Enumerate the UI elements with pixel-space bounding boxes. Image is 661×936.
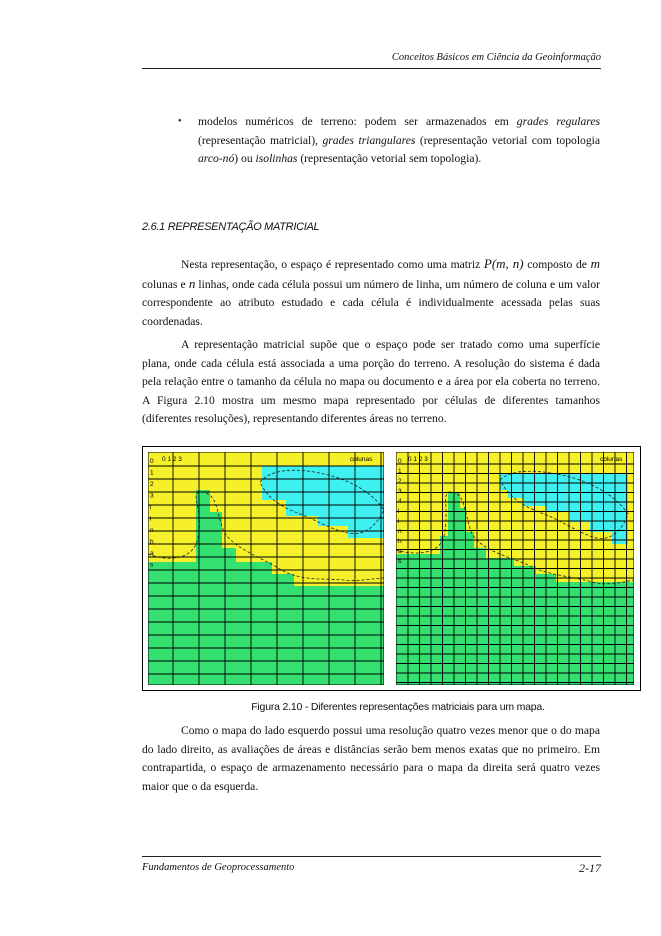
para-text: colunas e bbox=[142, 277, 189, 291]
bullet-emphasis: isolinhas bbox=[255, 152, 298, 166]
row-label: h bbox=[398, 538, 402, 545]
footer-rule bbox=[142, 856, 601, 857]
para-text: composto de bbox=[523, 258, 591, 271]
paragraph-1 bbox=[142, 255, 600, 331]
figure-2-10 bbox=[142, 446, 641, 691]
bullet-emphasis: arco-nó bbox=[198, 152, 235, 166]
row-label: 3 bbox=[150, 492, 154, 500]
column-axis-label: colunas bbox=[350, 456, 373, 463]
column-labels: 0 1 2 3 bbox=[408, 456, 428, 463]
math-m: m bbox=[590, 256, 600, 271]
bullet-text-part: (representação vetorial com topologia bbox=[415, 133, 601, 147]
bullet-text-part: (representação matricial), bbox=[198, 133, 323, 147]
row-label: n bbox=[150, 527, 154, 534]
row-label: 3 bbox=[398, 488, 402, 495]
bullet-emphasis: grades regulares bbox=[516, 115, 600, 128]
row-label: i bbox=[398, 518, 400, 525]
page-number: 2-17 bbox=[579, 861, 601, 875]
row-label: h bbox=[150, 538, 154, 546]
row-label: n bbox=[398, 528, 402, 535]
column-axis-label: colunas bbox=[600, 456, 623, 463]
para-text: Nesta representação, o espaço é representado como uma matriz bbox=[181, 258, 484, 271]
row-label: l bbox=[398, 508, 400, 515]
low-resolution-map bbox=[148, 452, 384, 685]
bullet-dot-icon: • bbox=[178, 116, 182, 127]
column-labels: 0 1 2 3 bbox=[162, 456, 182, 463]
row-label: a bbox=[150, 550, 154, 557]
bullet-item bbox=[180, 113, 600, 169]
row-label: a bbox=[398, 548, 402, 555]
running-header: Conceitos Básicos em Ciência da Geoinformação bbox=[391, 52, 601, 63]
bullet-text bbox=[198, 113, 600, 169]
paragraph-2: A representação matricial supõe que o espaço pode ser tratado como uma superfície plana, onde cada célula está associada a uma porção do terreno. A resolução do sistema é dada pela relação entre o tamanho da célula no mapa ou documento e a área por ela coberta no terreno. A Figura 2.10 mostra um mesmo mapa representado por células de diferentes tamanhos (diferentes resoluções), representando diferentes áreas no terreno. bbox=[142, 338, 600, 426]
row-label: 1 bbox=[150, 469, 154, 477]
para-text: linhas, onde cada célula possui um número de linha, um número de coluna e um valor correspondente ao atributo estudado e cada célula é individualmente acessada pelas suas coordenadas. bbox=[142, 277, 601, 328]
row-label: l bbox=[150, 504, 152, 511]
row-label: i bbox=[150, 515, 152, 523]
row-label: 1 bbox=[398, 468, 402, 475]
bullet-text-part: ) ou bbox=[234, 152, 256, 166]
bullet-emphasis: grades triangulares bbox=[322, 133, 416, 147]
row-label: 4 bbox=[398, 498, 402, 505]
footer-book-title: Fundamentos de Geoprocessamento bbox=[142, 862, 295, 873]
row-label: s bbox=[150, 561, 154, 569]
matrix-symbol: P(m, n) bbox=[483, 256, 524, 271]
math-n: n bbox=[188, 275, 196, 291]
header-rule bbox=[142, 68, 601, 69]
row-label: 2 bbox=[398, 478, 402, 485]
bullet-text-part: modelos numéricos de terreno: podem ser armazenados em bbox=[198, 115, 517, 128]
high-resolution-map bbox=[396, 452, 634, 685]
figure-caption: Figura 2.10 - Diferentes representações matriciais para um mapa. bbox=[251, 701, 545, 713]
section-heading: 2.6.1 REPRESENTAÇÃO MATRICIAL bbox=[142, 221, 320, 233]
row-label: 2 bbox=[150, 481, 154, 488]
row-label: 0 bbox=[398, 458, 402, 465]
bullet-text-part: (representação vetorial sem topologia). bbox=[297, 152, 482, 166]
paragraph-3: Como o mapa do lado esquerdo possui uma resolução quatro vezes menor que o do mapa do lado direito, as avaliações de áreas e distâncias serão bem menos exatas que no primeiro. Em contrapartida, o espaço de armazenamento necessário para o mapa da direita será quatro vezes maior que o da esquerda. bbox=[142, 724, 600, 793]
row-label: 0 bbox=[150, 458, 154, 465]
row-label: s bbox=[398, 558, 402, 565]
